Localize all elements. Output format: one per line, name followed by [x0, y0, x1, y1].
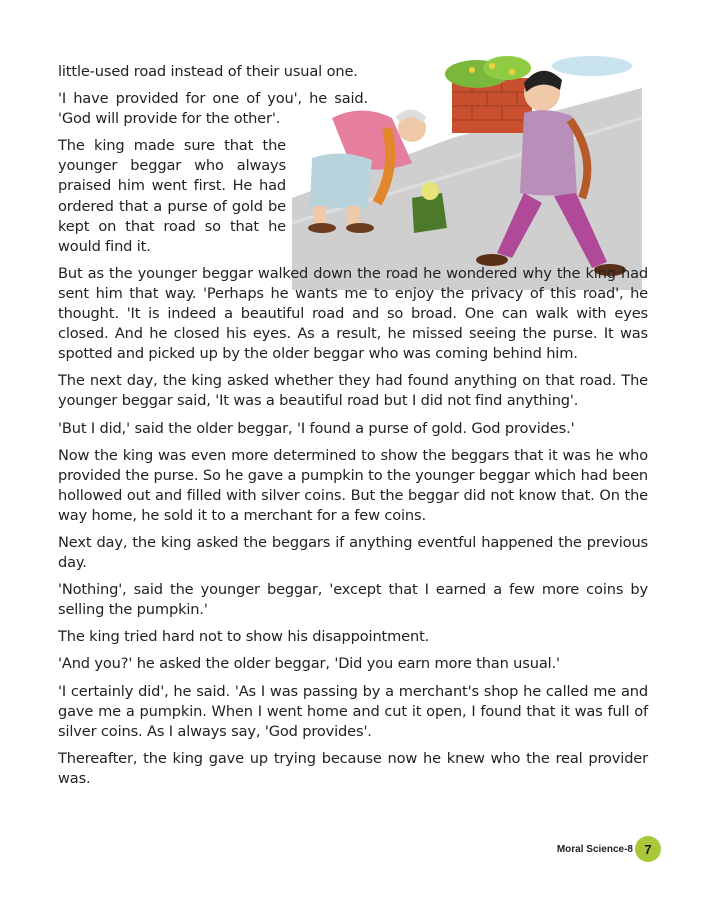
paragraph: The next day, the king asked whether they had found anything on that road. The younger beggar said, 'It was a beautiful road but I did not find anything'.: [58, 372, 648, 410]
paragraph: little-used road instead of their usual one.: [58, 63, 358, 80]
paragraph: The king made sure that the younger beggar who always praised him went first. He had ordered that a purse of gold be kept on that road so that he would find it.: [58, 137, 286, 255]
page-number-badge: 7: [635, 836, 661, 862]
paragraph: 'But I did,' said the older beggar, 'I found a purse of gold. God provides.': [58, 419, 575, 437]
paragraph: Thereafter, the king gave up trying because now he knew who the real provider was.: [58, 749, 648, 787]
story-text: [58, 62, 648, 796]
book-label: Moral Science-8: [556, 843, 633, 855]
paragraph: 'I have provided for one of you', he said. 'God will provide for the other'.: [58, 90, 368, 128]
paragraph: 'I certainly did', he said. 'As I was passing by a merchant's shop he called me and gave me a pumpkin. When I went home and cut it open, I found that it was full of silver coins. As I always say, 'God provides'.: [58, 682, 648, 740]
paragraph: Now the king was even more determined to show the beggars that it was he who provided the purse. So he gave a pumpkin to the younger beggar which had been hollowed out and filled with silver coins. But the beggar did not know that. On the way home, he sold it to a merchant for a few coins.: [58, 446, 648, 524]
paragraph: 'And you?' he asked the older beggar, 'Did you earn more than usual.': [58, 655, 560, 673]
page-footer: [557, 836, 661, 862]
paragraph: 'Nothing', said the younger beggar, 'except that I earned a few more coins by selling the pumpkin.': [58, 581, 648, 619]
paragraph: But as the younger beggar walked down the road he wondered why the king had sent him that way. 'Perhaps he wants me to enjoy the privacy of this road', he thought. 'It is indeed a beautiful road and so broad. One can walk with eyes closed. And he closed his eyes. As a result, he missed seeing the purse. It was spotted and picked up by the older beggar who was coming behind him.: [58, 264, 648, 363]
paragraph: Next day, the king asked the beggars if anything eventful happened the previous day.: [58, 533, 648, 572]
paragraph: The king tried hard not to show his disappointment.: [58, 628, 430, 646]
